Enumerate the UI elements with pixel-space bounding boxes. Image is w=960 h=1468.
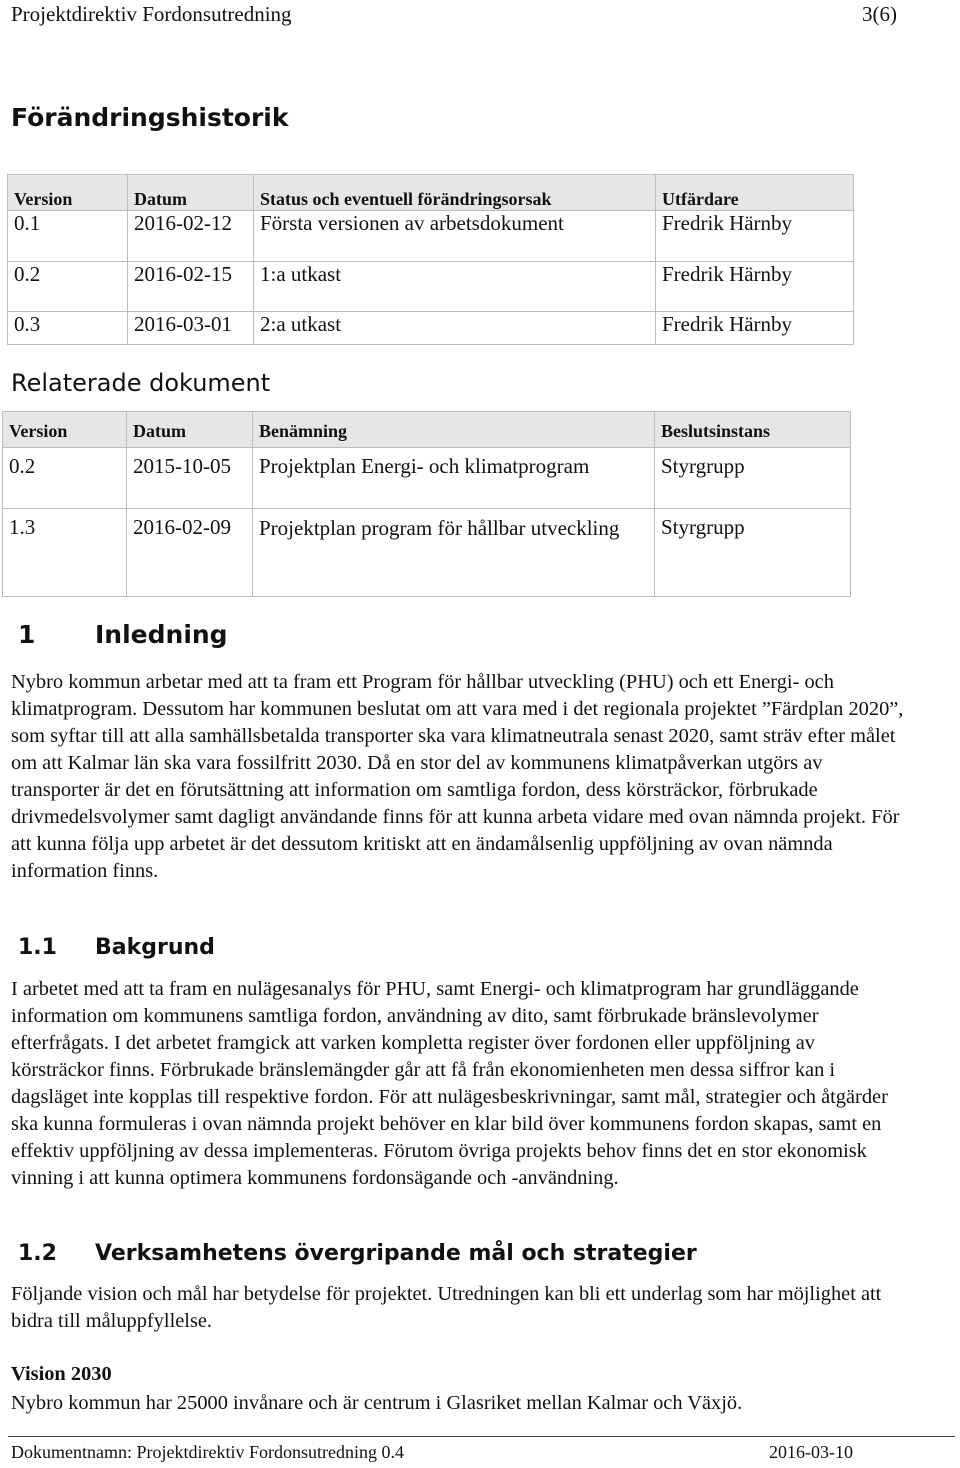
section-title: Verksamhetens övergripande mål och strategier (95, 1241, 697, 1266)
table-cell: 2015-10-05 (127, 448, 253, 509)
history-table (7, 174, 854, 345)
table-cell: 1.3 (3, 509, 127, 597)
section-title: Inledning (95, 620, 228, 649)
footer-date: 2016-03-10 (769, 1442, 853, 1462)
table-row (8, 211, 854, 262)
column-header: Status och eventuell förändringsorsak (254, 175, 656, 211)
table-cell: 2016-02-15 (128, 262, 254, 312)
table-cell: Styrgrupp (655, 448, 851, 509)
table-cell: 0.2 (3, 448, 127, 509)
section-number: 1.1 (18, 935, 57, 960)
table-row (8, 312, 854, 345)
table-cell: Fredrik Härnby (656, 312, 854, 345)
table-cell: Första versionen av arbetsdokument (254, 211, 656, 262)
page-header-title: Projektdirektiv Fordonsutredning (11, 2, 292, 26)
table-header-row (3, 412, 851, 448)
section-1-1-text: I arbetet med att ta fram en nulägesanalys för PHU, samt Energi- och klimatprogram har grundläggande information om kommunens samtliga fordon, användning av dito, samt förbrukade bränslevolymer efterfrågats. I det arbetet framgick att varken kompletta register över fordonen eller uppföljning av körsträckor finns. Förbrukade bränslemängder går att få från ekonomienheten men dessa siffror kan i dagsläget inte kopplas till respektive fordon. För att nulägesbeskrivningar, samt mål, strategier och åtgärder ska kunna formuleras i ovan nämnda projekt behöver en klar bild över kommunens fordon skapas, samt en effektiv uppföljning av dessa implementeras. Förutom övriga projekts behov finns det en stor ekonomisk vinning i att kunna optimera kommunens fordonsägande och -användning. (11, 978, 888, 1189)
related-heading: Relaterade dokument (11, 369, 271, 397)
related-table (2, 411, 851, 597)
table-row (8, 262, 854, 312)
table-cell: Styrgrupp (655, 509, 851, 597)
vision-title: Vision 2030 (11, 1363, 112, 1385)
section-title: Bakgrund (95, 935, 215, 960)
section-number: 1.2 (18, 1241, 57, 1266)
table-row (3, 509, 851, 597)
table-cell: 1:a utkast (254, 262, 656, 312)
column-header: Datum (127, 412, 253, 448)
history-heading: Förändringshistorik (11, 103, 289, 132)
section-number: 1 (18, 620, 36, 649)
column-header: Version (8, 175, 128, 211)
table-cell: 2:a utkast (254, 312, 656, 345)
footer-document-name: Dokumentnamn: Projektdirektiv Fordonsutredning 0.4 (11, 1442, 404, 1462)
column-header: Datum (128, 175, 254, 211)
table-cell: Fredrik Härnby (656, 211, 854, 262)
section-1-heading (18, 620, 228, 649)
table-cell: 2016-02-09 (127, 509, 253, 597)
footer-divider (8, 1436, 955, 1437)
column-header: Utfärdare (656, 175, 854, 211)
section-1-text: Nybro kommun arbetar med att ta fram ett Program för hållbar utveckling (PHU) och ett Energi- och klimatprogram. Dessutom har kommunen beslutat om att vara med i det regionala projektet ”Färdplan 2020”, som syftar till att alla samhällsbetalda transporter ska vara klimatneutrala senast 2020, samt sträv efter målet om att Kalmar län ska vara fossilfritt 2030. Då en stor del av kommunens klimatpåverkan utgörs av transporter är det en förutsättning att information om samtliga fordon, dess körsträckor, förbrukade drivmedelsvolymer samt dagligt användande finns för att kunna arbeta vidare med ovan nämnda projekt. För att kunna följa upp arbetet är det dessutom kritiskt att en ändamålsenlig uppföljning av ovan nämnda information finns. (11, 671, 904, 882)
page-number: 3(6) (862, 2, 897, 26)
table-header-row (8, 175, 854, 211)
section-1-1-heading (18, 935, 215, 960)
column-header: Benämning (253, 412, 655, 448)
table-cell: 2016-03-01 (128, 312, 254, 345)
table-cell: 0.1 (8, 211, 128, 262)
section-1-2-text: Följande vision och mål har betydelse för projektet. Utredningen kan bli ett underlag som har möjlighet att bidra till måluppfyllelse. (11, 1283, 882, 1332)
table-cell: 0.2 (8, 262, 128, 312)
column-header: Beslutsinstans (655, 412, 851, 448)
table-cell: Projektplan program för hållbar utveckling (253, 509, 655, 597)
section-1-2-heading (18, 1241, 697, 1266)
table-row (3, 448, 851, 509)
table-cell: 2016-02-12 (128, 211, 254, 262)
table-cell: 0.3 (8, 312, 128, 345)
column-header: Version (3, 412, 127, 448)
table-cell: Projektplan Energi- och klimatprogram (253, 448, 655, 509)
vision-text: Nybro kommun har 25000 invånare och är centrum i Glasriket mellan Kalmar och Växjö. (11, 1392, 743, 1414)
table-cell: Fredrik Härnby (656, 262, 854, 312)
